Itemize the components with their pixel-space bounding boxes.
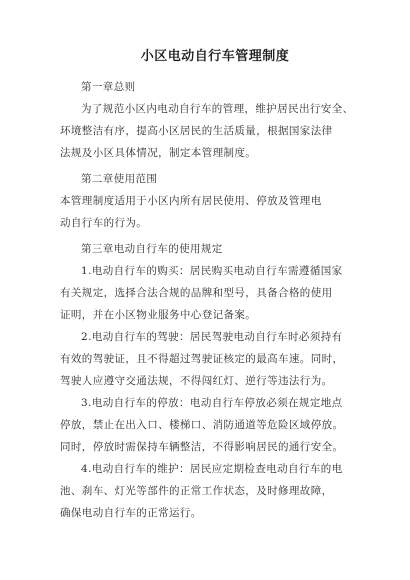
paragraph-line: 动自行车的行为。 — [60, 217, 148, 229]
paragraph-line: 本管理制度适用于小区内所有居民使用、停放及管理电 — [60, 195, 322, 207]
paragraph-line: 停放，禁止在出入口、楼梯口、消防通道等危险区域停放。 — [60, 419, 344, 431]
chapter-1 — [60, 76, 370, 164]
rule-item-purchase — [60, 260, 370, 326]
chapter-2-heading: 第二章使用范围 — [81, 173, 158, 185]
chapter-2 — [60, 168, 370, 234]
paragraph-line: 环境整洁有序，提高小区居民的生活质量，根据国家法律 — [60, 125, 333, 137]
paragraph-line: 1.电动自行车的购买：居民购买电动自行车需遵循国家 — [81, 265, 343, 277]
chapter-3 — [60, 238, 370, 524]
paragraph-line: 确保电动自行车的正常运行。 — [60, 507, 202, 519]
paragraph-line: 为了规范小区内电动自行车的管理，维护居民出行安全、 — [81, 103, 354, 115]
paragraph-line: 2.电动自行车的驾驶：居民驾驶电动自行车时必须持有 — [81, 331, 343, 343]
paragraph-line: 3.电动自行车的停放：电动自行车停放必须在规定地点 — [81, 397, 343, 409]
rule-item-parking — [60, 392, 370, 458]
paragraph-line: 有效的驾驶证，且不得超过驾驶证核定的最高车速。同时， — [60, 353, 344, 365]
paragraph-line: 池、刹车、灯光等部件的正常工作状态，及时修理故障， — [60, 485, 333, 497]
chapter-3-heading: 第三章电动自行车的使用规定 — [81, 243, 223, 255]
paragraph-line: 法规及小区具体情况，制定本管理制度。 — [60, 147, 257, 159]
paragraph-line: 有关规定，选择合法合规的品牌和型号，具备合格的使用 — [60, 287, 333, 299]
paragraph-line: 证明，并在小区物业服务中心登记备案。 — [60, 309, 257, 321]
rule-item-maintenance — [60, 458, 370, 524]
paragraph-line: 同时，停放时需保持车辆整洁，不得影响居民的通行安全。 — [60, 441, 344, 453]
document-title: 小区电动自行车管理制度 — [140, 49, 290, 64]
paragraph-line: 4.电动自行车的维护：居民应定期检查电动自行车的电 — [81, 463, 343, 475]
chapter-1-heading: 第一章总则 — [81, 81, 136, 93]
rule-item-driving — [60, 326, 370, 392]
paragraph-line: 驾驶人应遵守交通法规，不得闯红灯、逆行等违法行为。 — [60, 375, 333, 387]
